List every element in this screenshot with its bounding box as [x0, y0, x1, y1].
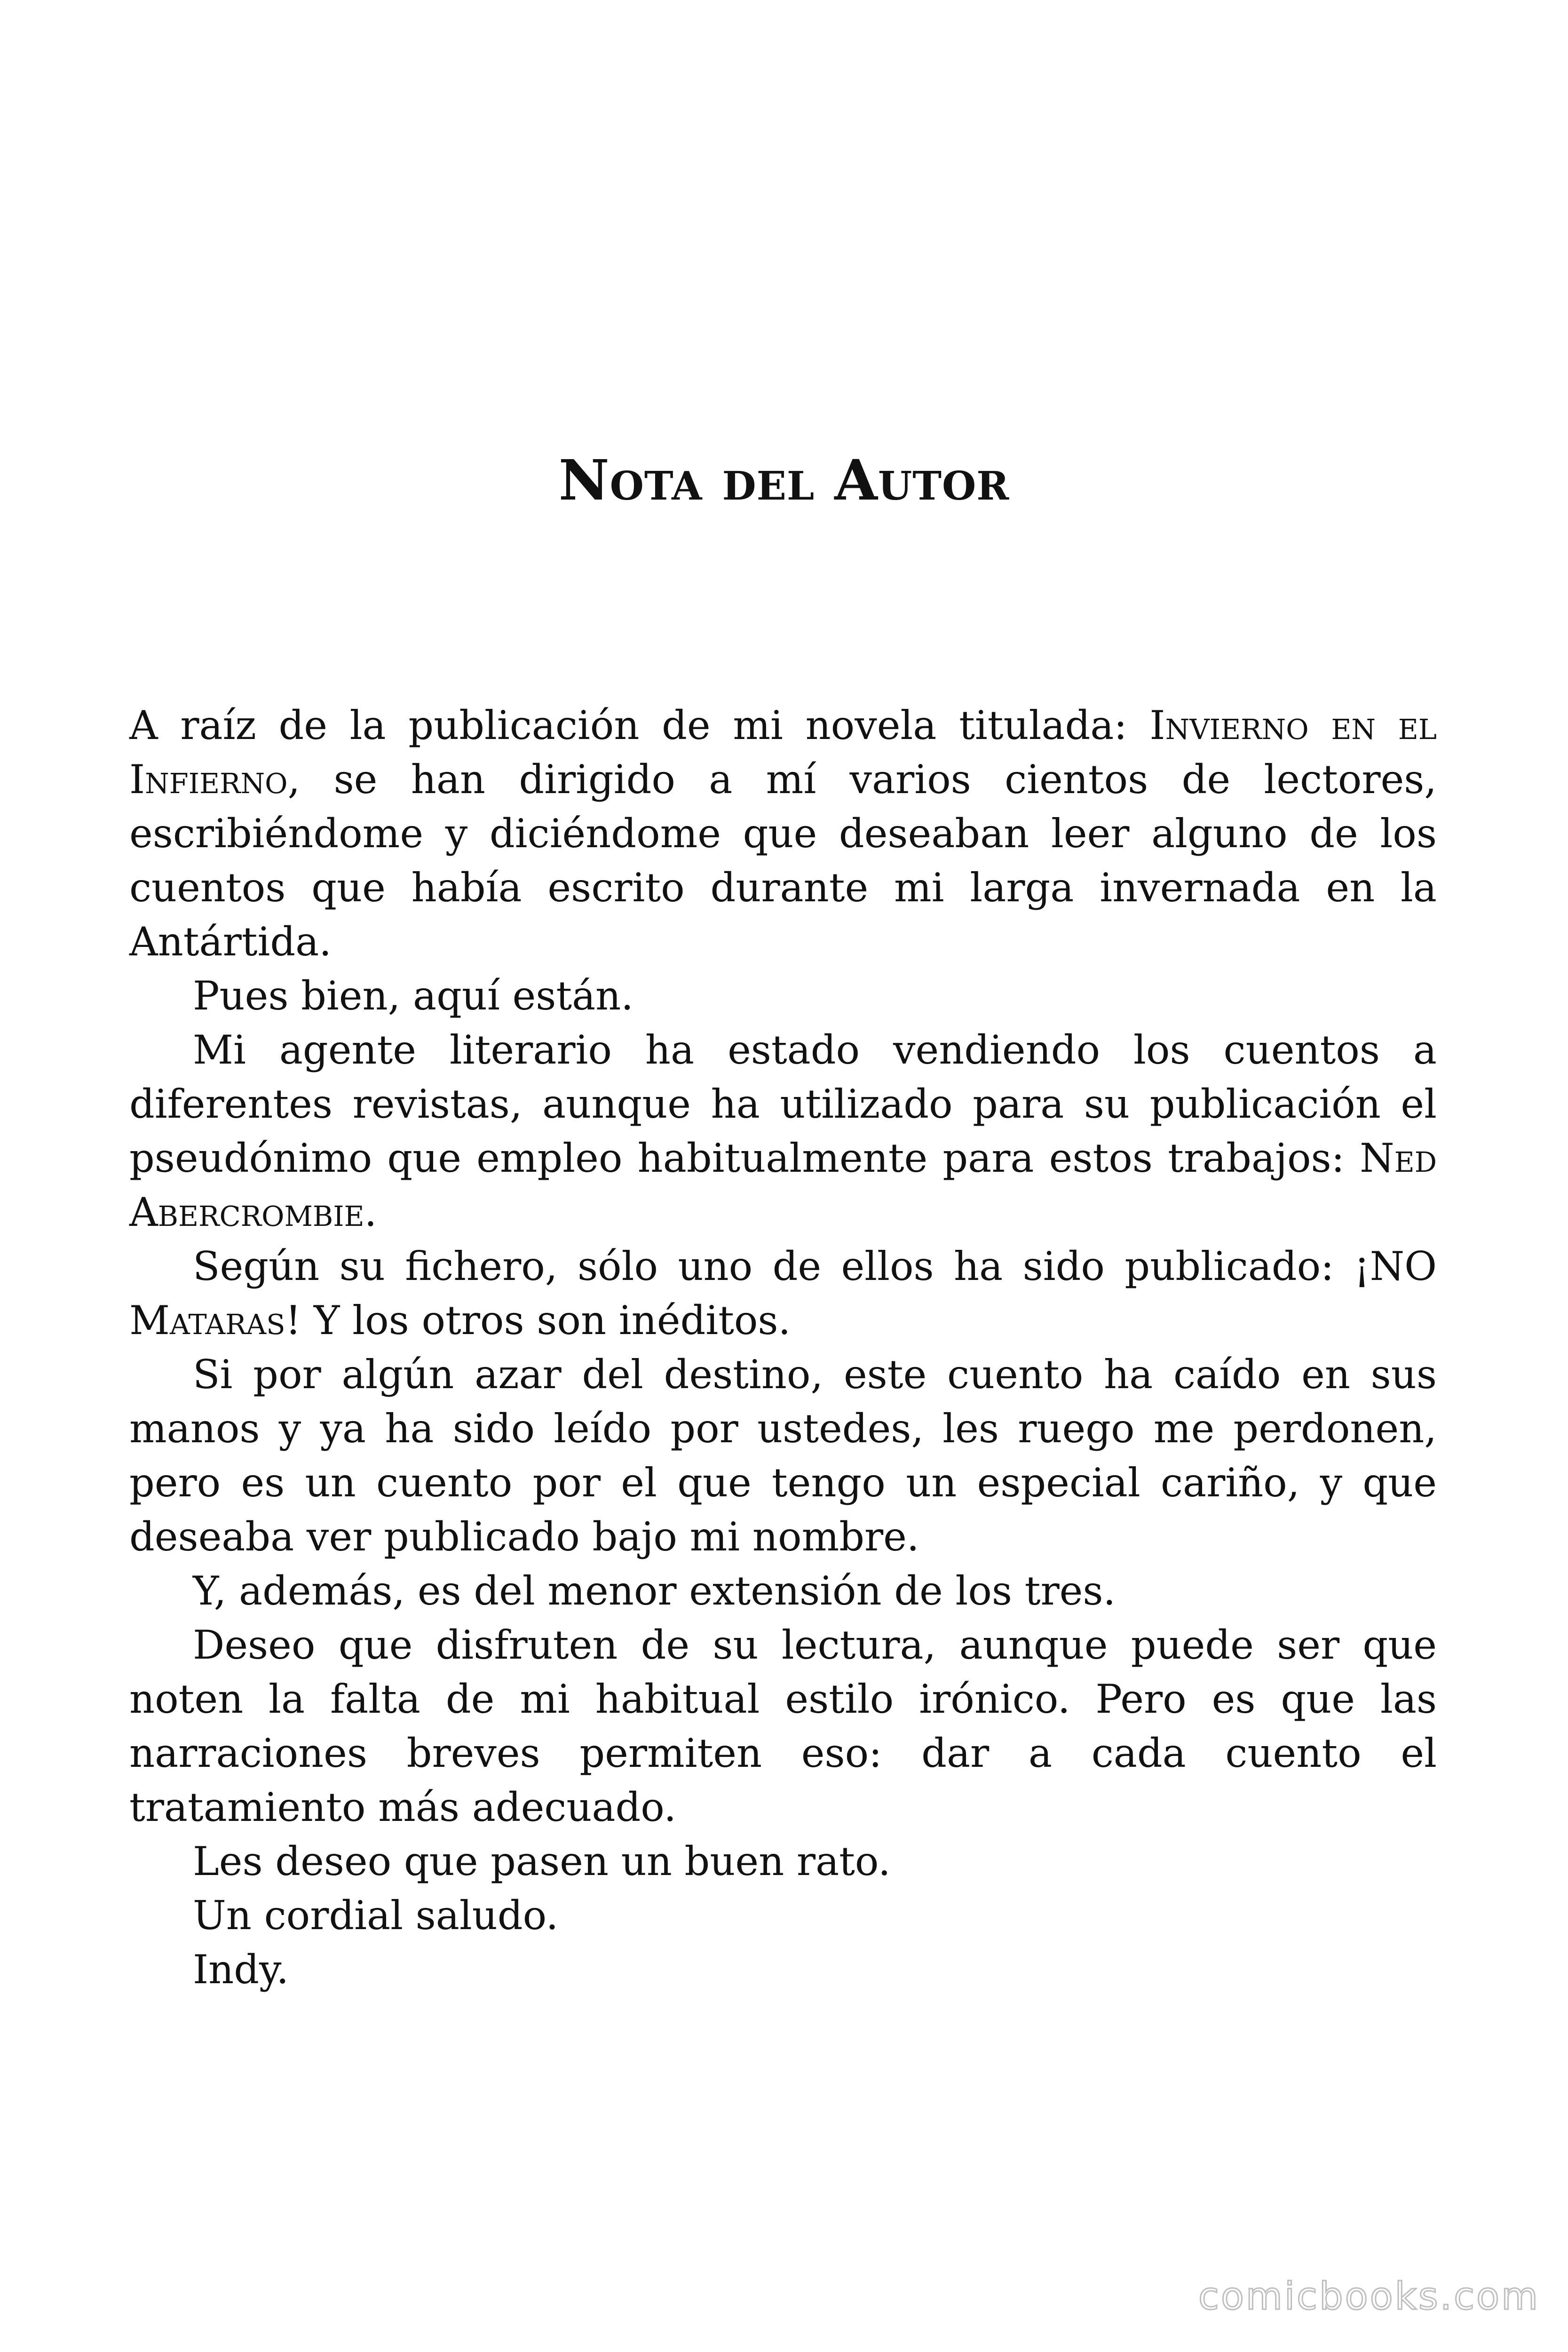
paragraph-3: [129, 1023, 1437, 1240]
paragraph-4-text-a: Según su fichero, sólo uno de ellos ha sido publicado:: [193, 1243, 1354, 1289]
paragraph-3-text-a: Mi agente literario ha estado vendiendo los cuentos a diferentes revistas, aunque ha utilizado para su publicación el pseudónimo que empleo habitualmente para estos trabajos:: [129, 1027, 1437, 1181]
paragraph-1-text-a: A raíz de la publicación de mi novela titulada:: [129, 702, 1150, 748]
story-title: ¡NO Mataras!: [129, 1243, 1437, 1343]
paragraph-8: Les deseo que pasen un buen rato.: [193, 1838, 891, 1884]
paragraph-7: Deseo que disfruten de su lectura, aunque puede ser que noten la falta de mi habitual estilo irónico. Pero es que las narraciones breves permiten eso: dar a cada cuento el tratamiento más adecuado.: [129, 1622, 1437, 1830]
paragraph-2: Pues bien, aquí están.: [193, 973, 634, 1019]
paragraph-1-text-b: , se han dirigido a mí varios cientos de lectores, escribiéndome y diciéndome que deseaban leer alguno de los cuentos que había escrito durante mi larga invernada en la Antártida.: [129, 756, 1437, 965]
paragraph-4: [129, 1240, 1437, 1348]
paragraph-5: Si por algún azar del destino, este cuento ha caído en sus manos y ya ha sido leído por ustedes, les ruego me perdonen, pero es un cuento por el que tengo un especial cariño, y que deseaba ver publicado bajo mi nombre.: [129, 1351, 1437, 1560]
body-text: [129, 699, 1437, 1997]
paragraph-1: [129, 699, 1437, 969]
watermark: comicbooks.com: [1198, 2274, 1540, 2318]
chapter-title: Nota del Autor: [558, 447, 1010, 513]
paragraph-4-text-b: Y los otros son inéditos.: [301, 1297, 791, 1343]
signature: Indy.: [193, 1947, 289, 1993]
paragraph-6: Y, además, es del menor extensión de los tres.: [193, 1568, 1116, 1614]
paragraph-3-text-b: .: [364, 1189, 377, 1235]
novel-title: Invierno en el Infierno: [129, 702, 1437, 803]
paragraph-9: Un cordial saludo.: [193, 1892, 559, 1939]
pseudonym: Ned Abercrombie: [129, 1135, 1437, 1235]
